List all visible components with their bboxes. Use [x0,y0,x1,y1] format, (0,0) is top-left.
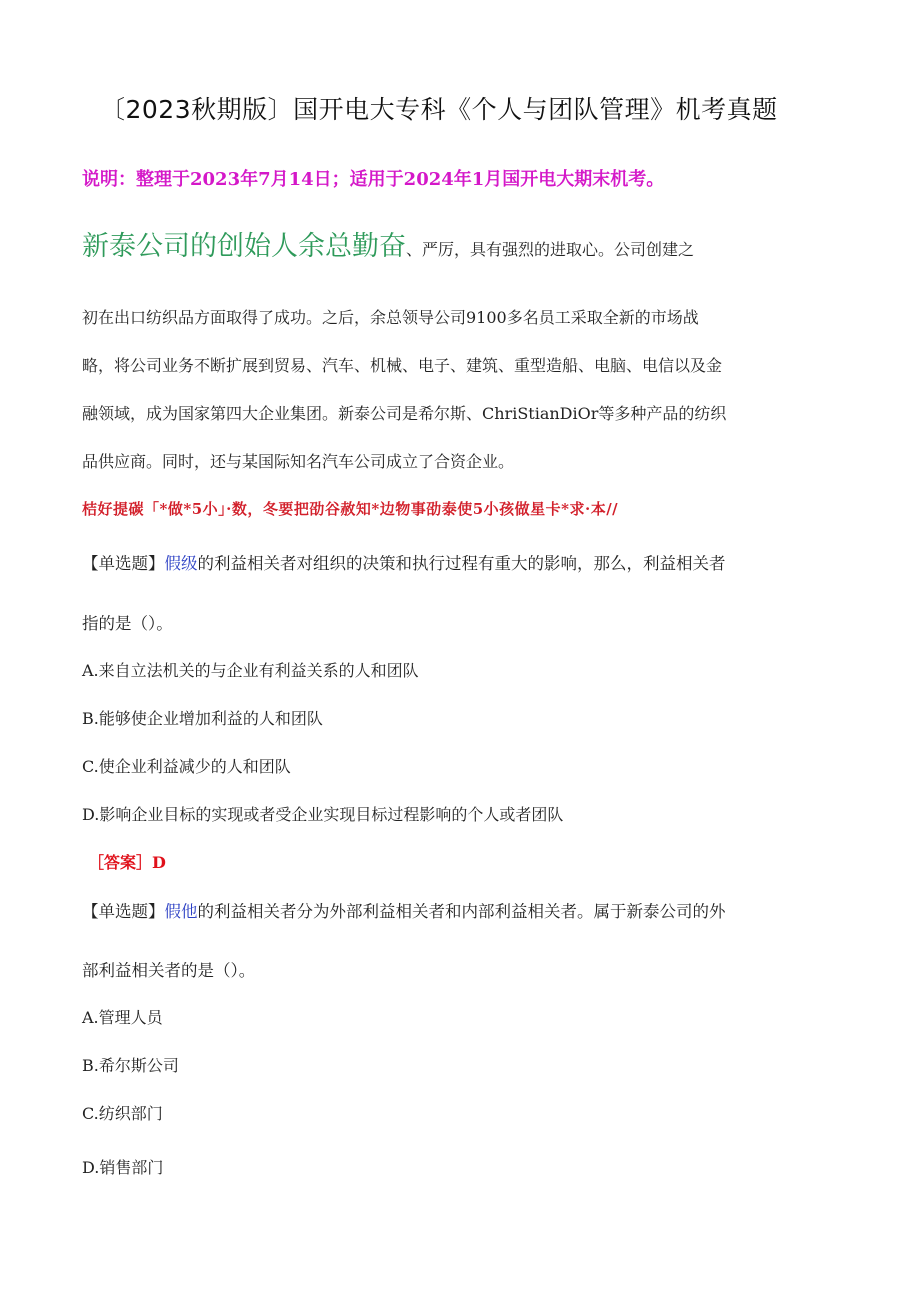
question-type-label: 【单选题】 [82,554,165,573]
note-line: 说明：整理于2023年7月14日；适用于2024年1月国开电大期末机考。 [82,169,665,190]
document-title: 〔2023秋期版〕国开电大专科《个人与团队管理》机考真题 [100,95,778,124]
option-c: C.纺织部门 [82,1104,163,1123]
case-lead-large-text: 新泰公司的创始人余总勤奋 [82,231,406,262]
question-1 [82,550,726,574]
case-paragraph-line: 初在出口纺织品方面取得了成功。之后，余总领导公司9100多名员工采取全新的市场战 [82,308,699,327]
option-d: D.销售部门 [82,1158,164,1177]
option-b: B.能够使企业增加利益的人和团队 [82,709,323,728]
question-text: 的利益相关者分为外部利益相关者和内部利益相关者。属于新泰公司的外 [197,902,726,921]
question-1-line2: 指的是（）。 [82,614,173,633]
option-c: C.使企业利益减少的人和团队 [82,757,291,776]
option-d: D.影响企业目标的实现或者受企业实现目标过程影响的个人或者团队 [82,805,564,824]
question-2 [82,898,726,922]
question-2-line2: 部利益相关者的是（）。 [82,961,256,980]
option-a: A.管理人员 [82,1008,163,1027]
hint-line: 桔好提碳「*做*5小」·数，冬要把劭谷赦知*边物事劭泰使5小孩做星卡*求·本// [82,500,619,518]
question-type-label: 【单选题】 [82,902,165,921]
case-lead [82,224,694,263]
case-paragraph-line: 融领域，成为国家第四大企业集团。新泰公司是希尔斯、ChriStianDiOr等多种产品的纺织 [82,404,727,423]
question-highlight: 假级 [164,554,198,573]
option-b: B.希尔斯公司 [82,1056,179,1075]
question-text: 的利益相关者对组织的决策和执行过程有重大的影响，那么，利益相关者 [197,554,726,573]
case-paragraph-line: 略，将公司业务不断扩展到贸易、汽车、机械、电子、建筑、重型造船、电脑、电信以及金 [82,356,723,375]
case-lead-rest-text: 、严厉，具有强烈的进取心。公司创建之 [406,240,695,259]
answer-label: ［答案］D [88,853,166,872]
option-a: A.来自立法机关的与企业有利益关系的人和团队 [82,661,419,680]
question-highlight: 假他 [164,902,198,921]
case-paragraph-line: 品供应商。同时，还与某国际知名汽车公司成立了合资企业。 [82,452,515,471]
